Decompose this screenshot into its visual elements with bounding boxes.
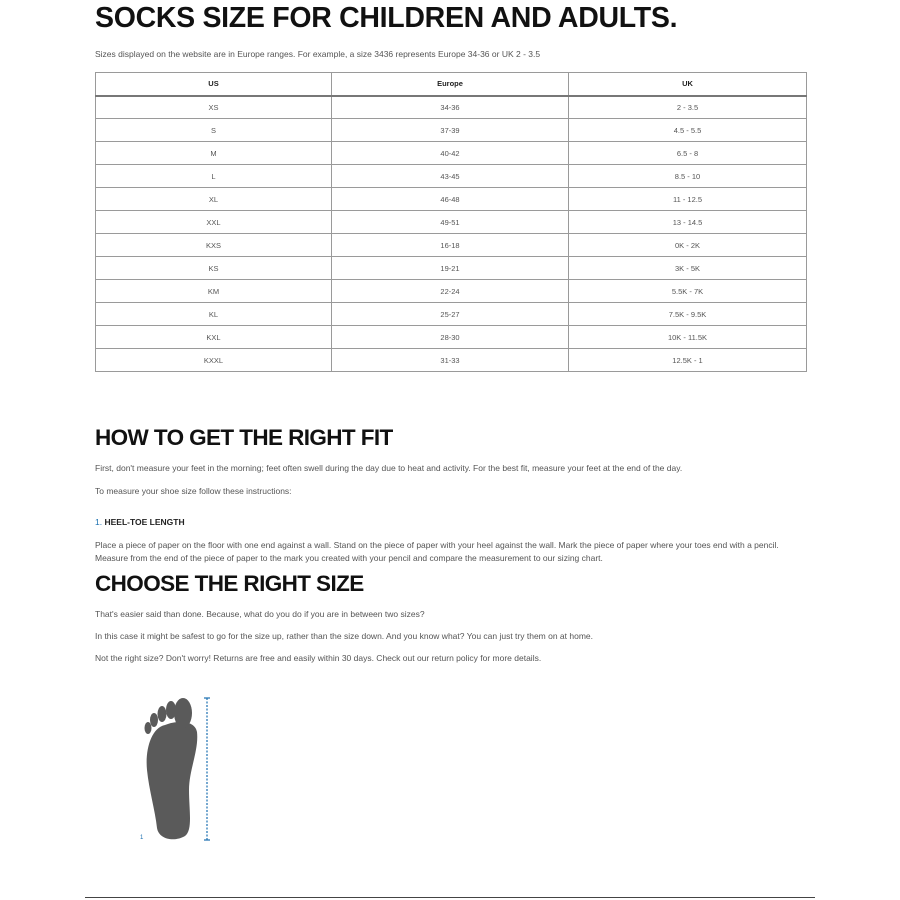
toe-5 (145, 722, 152, 734)
fit-paragraph-1: First, don't measure your feet in the morning; feet often swell during the day due to heat and activity. For the best fit, measure your feet at the end of the day. (95, 463, 683, 473)
cell-us: KXL (96, 326, 332, 349)
foot-icon (85, 690, 815, 850)
cell-europe: 31-33 (332, 349, 569, 372)
table-row (96, 119, 807, 142)
cell-us: KL (96, 303, 332, 326)
figure-label: 1 (140, 835, 144, 841)
step-text: Place a piece of paper on the floor with one end against a wall. Stand on the piece of paper with your heel against the wall. Mark the piece of paper where your toes end with a pencil. Measure from the end of the piece of paper to the mark you created with your pencil and compare the measurement to our sizing chart. (95, 540, 779, 563)
cell-uk: 0K - 2K (569, 234, 807, 257)
cell-europe: 22-24 (332, 280, 569, 303)
cell-uk: 7.5K - 9.5K (569, 303, 807, 326)
cell-uk: 12.5K - 1 (569, 349, 807, 372)
fit-heading: HOW TO GET THE RIGHT FIT (95, 425, 393, 450)
column-header-uk: UK (569, 73, 807, 96)
cell-europe: 37-39 (332, 119, 569, 142)
column-header-europe: Europe (332, 73, 569, 96)
choose-paragraph-3: Not the right size? Don't worry! Returns are free and easily within 30 days. Check out our return policy for more details. (95, 653, 542, 663)
intro-text: Sizes displayed on the website are in Europe ranges. For example, a size 3436 represents Europe 34-36 or UK 2 - 3.5 (95, 49, 541, 59)
table-row (96, 165, 807, 188)
cell-europe: 49-51 (332, 211, 569, 234)
cell-us: XL (96, 188, 332, 211)
cell-europe: 34-36 (332, 96, 569, 119)
measure-line (204, 698, 210, 840)
cell-us: S (96, 119, 332, 142)
cell-us: XS (96, 96, 332, 119)
cell-uk: 4.5 - 5.5 (569, 119, 807, 142)
cell-uk: 5.5K - 7K (569, 280, 807, 303)
big-toe (174, 698, 192, 728)
cell-us: KS (96, 257, 332, 280)
cell-europe: 28-30 (332, 326, 569, 349)
toe-4 (150, 713, 158, 727)
foot-silhouette (145, 698, 198, 839)
cell-uk: 11 - 12.5 (569, 188, 807, 211)
cell-uk: 10K - 11.5K (569, 326, 807, 349)
choose-heading: CHOOSE THE RIGHT SIZE (95, 571, 364, 596)
table-row (96, 349, 807, 372)
cell-uk: 13 - 14.5 (569, 211, 807, 234)
cell-uk: 6.5 - 8 (569, 142, 807, 165)
table-row (96, 211, 807, 234)
table-row (96, 188, 807, 211)
toe-2 (166, 701, 176, 719)
step-title: HEEL-TOE LENGTH (104, 517, 185, 527)
toe-3 (158, 706, 167, 722)
choose-paragraph-2: In this case it might be safest to go for the size up, rather than the size down. And you know what? You can just try them on at home. (95, 631, 594, 641)
cell-europe: 25-27 (332, 303, 569, 326)
cell-us: KXS (96, 234, 332, 257)
page-title: SOCKS SIZE FOR CHILDREN AND ADULTS. (95, 2, 678, 34)
cell-us: KM (96, 280, 332, 303)
table-row (96, 257, 807, 280)
table-row (96, 303, 807, 326)
cell-uk: 3K - 5K (569, 257, 807, 280)
choose-paragraph-1: That's easier said than done. Because, what do you do if you are in between two sizes? (95, 609, 425, 619)
table-row (96, 142, 807, 165)
size-table (95, 72, 807, 372)
table-row (96, 280, 807, 303)
step-number: 1. (95, 517, 103, 527)
size-table-body (96, 96, 807, 372)
cell-europe: 16-18 (332, 234, 569, 257)
cell-europe: 40-42 (332, 142, 569, 165)
cell-uk: 8.5 - 10 (569, 165, 807, 188)
cell-uk: 2 - 3.5 (569, 96, 807, 119)
cell-europe: 43-45 (332, 165, 569, 188)
cell-europe: 19-21 (332, 257, 569, 280)
cell-europe: 46-48 (332, 188, 569, 211)
table-row (96, 96, 807, 119)
cell-us: M (96, 142, 332, 165)
table-row (96, 326, 807, 349)
fit-paragraph-2: To measure your shoe size follow these instructions: (95, 486, 292, 496)
table-row (96, 234, 807, 257)
table-header-row (96, 73, 807, 96)
divider (85, 897, 815, 898)
cell-us: KXXL (96, 349, 332, 372)
foot-sole (147, 722, 198, 839)
step-heading (95, 517, 185, 527)
cell-us: XXL (96, 211, 332, 234)
cell-us: L (96, 165, 332, 188)
column-header-us: US (96, 73, 332, 96)
heel-toe-figure (85, 690, 815, 850)
